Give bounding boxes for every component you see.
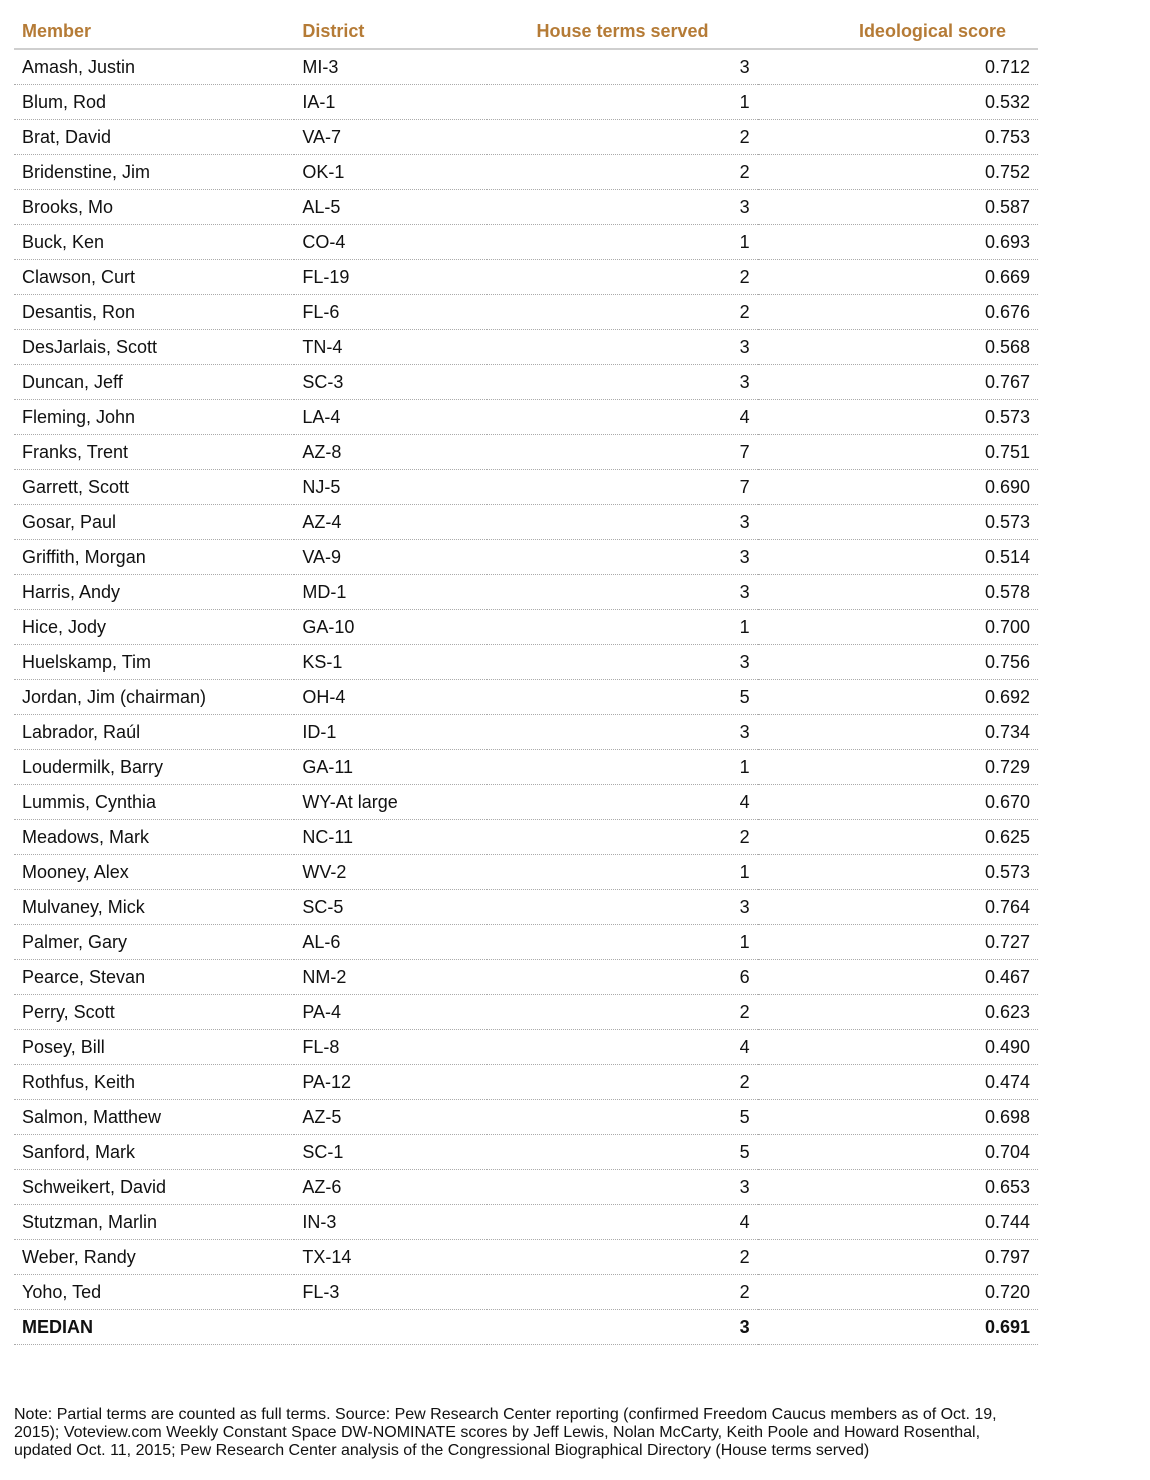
cell-terms: 1 [487, 85, 757, 120]
cell-score: 0.797 [758, 1240, 1038, 1275]
cell-district: WV-2 [294, 855, 487, 890]
cell-terms: 2 [487, 1275, 757, 1310]
cell-score: 0.767 [758, 365, 1038, 400]
table-row [14, 155, 1038, 190]
table-row [14, 1205, 1038, 1240]
median-row [14, 1310, 1038, 1345]
cell-terms: 1 [487, 855, 757, 890]
cell-member: Lummis, Cynthia [14, 785, 294, 820]
cell-district: AZ-4 [294, 505, 487, 540]
cell-member: Meadows, Mark [14, 820, 294, 855]
cell-member: Franks, Trent [14, 435, 294, 470]
cell-district: MD-1 [294, 575, 487, 610]
cell-score: 0.691 [758, 1310, 1038, 1345]
table-header [14, 14, 1038, 49]
cell-district: NJ-5 [294, 470, 487, 505]
cell-member: Desantis, Ron [14, 295, 294, 330]
cell-score: 0.514 [758, 540, 1038, 575]
cell-member: DesJarlais, Scott [14, 330, 294, 365]
cell-terms: 1 [487, 750, 757, 785]
cell-member: Fleming, John [14, 400, 294, 435]
table-row [14, 1065, 1038, 1100]
cell-terms: 2 [487, 1240, 757, 1275]
cell-district: CO-4 [294, 225, 487, 260]
cell-district: PA-4 [294, 995, 487, 1030]
header-member: Member [14, 14, 294, 49]
cell-terms: 2 [487, 1065, 757, 1100]
cell-district: VA-7 [294, 120, 487, 155]
cell-score: 0.729 [758, 750, 1038, 785]
table-row [14, 750, 1038, 785]
cell-member: Bridenstine, Jim [14, 155, 294, 190]
cell-member: Labrador, Raúl [14, 715, 294, 750]
cell-district: NC-11 [294, 820, 487, 855]
cell-score: 0.751 [758, 435, 1038, 470]
cell-member: Mulvaney, Mick [14, 890, 294, 925]
cell-district: ID-1 [294, 715, 487, 750]
cell-terms: 6 [487, 960, 757, 995]
cell-terms: 3 [487, 330, 757, 365]
cell-member: Rothfus, Keith [14, 1065, 294, 1100]
cell-score: 0.568 [758, 330, 1038, 365]
cell-score: 0.625 [758, 820, 1038, 855]
cell-member: Blum, Rod [14, 85, 294, 120]
table-row [14, 960, 1038, 995]
cell-district: WY-At large [294, 785, 487, 820]
cell-terms: 3 [487, 575, 757, 610]
cell-score: 0.734 [758, 715, 1038, 750]
table-row [14, 995, 1038, 1030]
cell-score: 0.573 [758, 400, 1038, 435]
members-table [14, 14, 1038, 1345]
header-terms: House terms served [487, 14, 757, 49]
table-row [14, 260, 1038, 295]
cell-district: SC-3 [294, 365, 487, 400]
cell-terms: 1 [487, 225, 757, 260]
cell-member: Clawson, Curt [14, 260, 294, 295]
cell-district: VA-9 [294, 540, 487, 575]
header-row [14, 14, 1038, 49]
cell-score: 0.623 [758, 995, 1038, 1030]
table-row [14, 1030, 1038, 1065]
cell-member: Huelskamp, Tim [14, 645, 294, 680]
table-row [14, 1275, 1038, 1310]
cell-district: FL-3 [294, 1275, 487, 1310]
table-row [14, 295, 1038, 330]
table-row [14, 1240, 1038, 1275]
cell-member: Schweikert, David [14, 1170, 294, 1205]
header-district: District [294, 14, 487, 49]
cell-terms: 2 [487, 820, 757, 855]
cell-score: 0.720 [758, 1275, 1038, 1310]
cell-member: Stutzman, Marlin [14, 1205, 294, 1240]
cell-member: Loudermilk, Barry [14, 750, 294, 785]
table-row [14, 190, 1038, 225]
cell-score: 0.727 [758, 925, 1038, 960]
table-row [14, 645, 1038, 680]
cell-terms: 3 [487, 715, 757, 750]
cell-score: 0.764 [758, 890, 1038, 925]
cell-score: 0.753 [758, 120, 1038, 155]
cell-score: 0.692 [758, 680, 1038, 715]
cell-member: Duncan, Jeff [14, 365, 294, 400]
cell-score: 0.474 [758, 1065, 1038, 1100]
cell-terms: 4 [487, 1030, 757, 1065]
cell-score: 0.573 [758, 505, 1038, 540]
cell-district: IN-3 [294, 1205, 487, 1240]
cell-member: Amash, Justin [14, 49, 294, 85]
cell-district: AZ-8 [294, 435, 487, 470]
cell-member: Yoho, Ted [14, 1275, 294, 1310]
cell-terms: 1 [487, 925, 757, 960]
cell-district: TX-14 [294, 1240, 487, 1275]
cell-terms: 2 [487, 260, 757, 295]
cell-member: Perry, Scott [14, 995, 294, 1030]
table-row [14, 435, 1038, 470]
cell-terms: 4 [487, 785, 757, 820]
cell-member: Salmon, Matthew [14, 1100, 294, 1135]
header-score: Ideological score [758, 14, 1038, 49]
cell-member: Sanford, Mark [14, 1135, 294, 1170]
table-row [14, 505, 1038, 540]
cell-district: GA-10 [294, 610, 487, 645]
cell-terms: 3 [487, 1170, 757, 1205]
cell-district: FL-19 [294, 260, 487, 295]
cell-score: 0.704 [758, 1135, 1038, 1170]
source-note: Note: Partial terms are counted as full terms. Source: Pew Research Center reporting (confirmed Freedom Caucus members as of Oct. 19, 2015); Voteview.com Weekly Constant Space DW-NOMINATE scores by Jeff Lewis, Nolan McCarty, Keith Poole and Howard Rosenthal, updated Oct. 11, 2015; Pew Research Center analysis of the Congressional Biographical Directory (House terms served) [14, 1406, 997, 1459]
cell-member: Buck, Ken [14, 225, 294, 260]
cell-district [294, 1310, 487, 1345]
cell-member: Harris, Andy [14, 575, 294, 610]
cell-score: 0.467 [758, 960, 1038, 995]
cell-score: 0.690 [758, 470, 1038, 505]
cell-district: GA-11 [294, 750, 487, 785]
cell-terms: 3 [487, 540, 757, 575]
cell-terms: 5 [487, 1100, 757, 1135]
cell-terms: 2 [487, 295, 757, 330]
cell-member: Brat, David [14, 120, 294, 155]
cell-terms: 3 [487, 49, 757, 85]
cell-terms: 1 [487, 610, 757, 645]
table-row [14, 120, 1038, 155]
cell-score: 0.587 [758, 190, 1038, 225]
table-body [14, 49, 1038, 1345]
cell-score: 0.670 [758, 785, 1038, 820]
cell-member: Hice, Jody [14, 610, 294, 645]
cell-score: 0.698 [758, 1100, 1038, 1135]
cell-terms: 5 [487, 1135, 757, 1170]
cell-score: 0.756 [758, 645, 1038, 680]
cell-district: AZ-5 [294, 1100, 487, 1135]
cell-district: AZ-6 [294, 1170, 487, 1205]
cell-district: OH-4 [294, 680, 487, 715]
cell-score: 0.490 [758, 1030, 1038, 1065]
cell-member: Garrett, Scott [14, 470, 294, 505]
cell-score: 0.532 [758, 85, 1038, 120]
cell-score: 0.573 [758, 855, 1038, 890]
table-row [14, 470, 1038, 505]
cell-member: Posey, Bill [14, 1030, 294, 1065]
table-row [14, 575, 1038, 610]
cell-terms: 3 [487, 645, 757, 680]
table-row [14, 1135, 1038, 1170]
cell-terms: 3 [487, 365, 757, 400]
cell-terms: 4 [487, 400, 757, 435]
table-row [14, 330, 1038, 365]
table-row [14, 820, 1038, 855]
cell-terms: 2 [487, 155, 757, 190]
cell-district: KS-1 [294, 645, 487, 680]
table-row [14, 400, 1038, 435]
cell-score: 0.744 [758, 1205, 1038, 1240]
cell-score: 0.578 [758, 575, 1038, 610]
cell-district: OK-1 [294, 155, 487, 190]
cell-member: Weber, Randy [14, 1240, 294, 1275]
cell-score: 0.700 [758, 610, 1038, 645]
cell-member: Gosar, Paul [14, 505, 294, 540]
cell-score: 0.653 [758, 1170, 1038, 1205]
cell-member: Palmer, Gary [14, 925, 294, 960]
table-row [14, 540, 1038, 575]
cell-terms: 7 [487, 435, 757, 470]
cell-terms: 3 [487, 1310, 757, 1345]
cell-score: 0.712 [758, 49, 1038, 85]
cell-district: FL-8 [294, 1030, 487, 1065]
members-table-container [14, 14, 1038, 1345]
cell-district: SC-1 [294, 1135, 487, 1170]
cell-terms: 3 [487, 505, 757, 540]
cell-terms: 3 [487, 190, 757, 225]
cell-district: AL-6 [294, 925, 487, 960]
table-row [14, 49, 1038, 85]
cell-terms: 3 [487, 890, 757, 925]
table-row [14, 680, 1038, 715]
cell-score: 0.676 [758, 295, 1038, 330]
table-row [14, 365, 1038, 400]
cell-district: FL-6 [294, 295, 487, 330]
table-row [14, 925, 1038, 960]
cell-score: 0.669 [758, 260, 1038, 295]
cell-terms: 4 [487, 1205, 757, 1240]
cell-district: LA-4 [294, 400, 487, 435]
cell-district: MI-3 [294, 49, 487, 85]
cell-district: PA-12 [294, 1065, 487, 1100]
cell-terms: 2 [487, 995, 757, 1030]
cell-terms: 7 [487, 470, 757, 505]
table-row [14, 1170, 1038, 1205]
table-row [14, 890, 1038, 925]
table-row [14, 715, 1038, 750]
cell-district: AL-5 [294, 190, 487, 225]
table-row [14, 785, 1038, 820]
cell-member: Brooks, Mo [14, 190, 294, 225]
cell-member: Pearce, Stevan [14, 960, 294, 995]
cell-terms: 5 [487, 680, 757, 715]
cell-member: Jordan, Jim (chairman) [14, 680, 294, 715]
cell-district: TN-4 [294, 330, 487, 365]
table-row [14, 85, 1038, 120]
cell-district: SC-5 [294, 890, 487, 925]
table-row [14, 1100, 1038, 1135]
cell-member: MEDIAN [14, 1310, 294, 1345]
cell-member: Mooney, Alex [14, 855, 294, 890]
cell-terms: 2 [487, 120, 757, 155]
table-row [14, 225, 1038, 260]
cell-score: 0.693 [758, 225, 1038, 260]
cell-member: Griffith, Morgan [14, 540, 294, 575]
cell-score: 0.752 [758, 155, 1038, 190]
table-row [14, 610, 1038, 645]
cell-district: NM-2 [294, 960, 487, 995]
cell-district: IA-1 [294, 85, 487, 120]
table-row [14, 855, 1038, 890]
